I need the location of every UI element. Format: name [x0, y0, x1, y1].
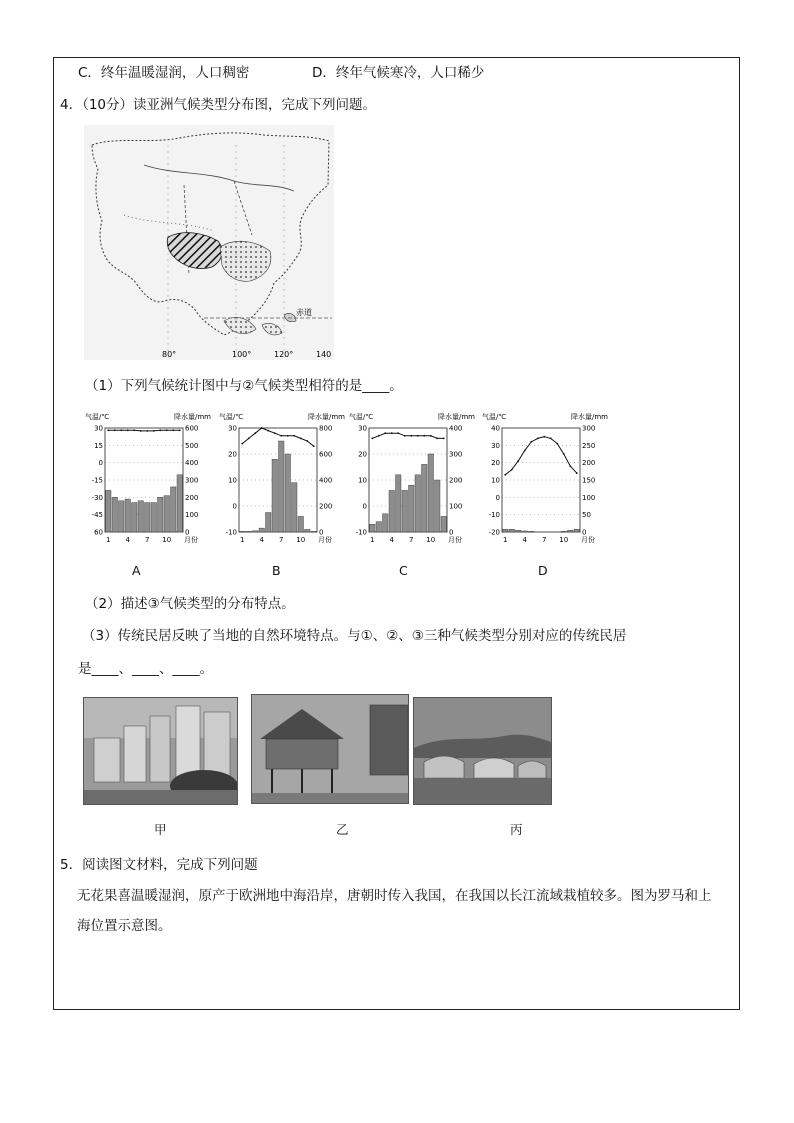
chart-ylabel-left: 气温/℃ [482, 413, 507, 421]
temperature-point [524, 450, 526, 452]
asia-climate-map [84, 125, 334, 360]
chart-x-tick: 月份 [448, 536, 462, 544]
q4-sub3-line2: 是____、____、____。 [78, 661, 213, 677]
temperature-point [172, 429, 174, 431]
chart-temp-tick: -10 [355, 528, 367, 537]
q5-title: 5．阅读图文材料，完成下列问题 [60, 857, 258, 873]
climate-chart-a [83, 410, 213, 550]
precip-bar [311, 531, 317, 532]
chart-caption-c: C [399, 563, 408, 578]
temperature-point [300, 438, 302, 440]
q5-body-line1: 无花果喜温暖湿润，原产于欧洲地中海沿岸，唐朝时传入我国，在我国以长江流域栽植较多。图为罗马和上 [77, 888, 712, 904]
temperature-point [140, 430, 142, 432]
precip-bar [435, 480, 441, 532]
chart-plot-frame [239, 428, 317, 532]
chart-precip-tick: 500 [185, 441, 199, 450]
chart-precip-tick: 300 [582, 424, 596, 433]
temperature-point [254, 432, 256, 434]
temperature-point [371, 438, 373, 440]
climate-chart-b [217, 410, 347, 550]
chart-temp-tick: 60 [94, 528, 103, 537]
precip-bar [298, 516, 304, 532]
temperature-point [127, 429, 129, 431]
chart-precip-tick: 300 [449, 450, 463, 459]
photo-caption-bing: 丙 [510, 822, 523, 837]
chart-x-tick: 4 [522, 536, 527, 544]
precip-bar [112, 497, 118, 532]
precip-bar [158, 497, 164, 532]
precip-bar [529, 531, 535, 532]
chart-temp-tick: 10 [358, 476, 367, 485]
chart-x-tick: 10 [296, 536, 306, 544]
temperature-point [267, 430, 269, 432]
chart-temp-tick: 30 [358, 424, 367, 433]
chart-temp-tick: 0 [98, 459, 103, 468]
photo-caption-yi: 乙 [336, 822, 349, 837]
chart-precip-tick: 0 [185, 528, 190, 537]
chart-temp-tick: -10 [488, 511, 500, 520]
chart-temp-tick: 30 [491, 441, 500, 450]
chart-precip-tick: 600 [185, 424, 199, 433]
map-label-equator: 赤道 [296, 308, 312, 317]
chart-temp-tick: 10 [228, 476, 237, 485]
chart-temp-tick: -20 [488, 528, 500, 537]
precip-bar [272, 459, 278, 532]
temperature-point [537, 438, 539, 440]
temperature-point [511, 469, 513, 471]
chart-x-tick: 1 [370, 536, 375, 544]
temperature-point [120, 429, 122, 431]
chart-temp-tick: -15 [91, 476, 103, 485]
chart-precip-tick: 250 [582, 441, 596, 450]
precip-bar [266, 513, 272, 533]
temperature-point [107, 429, 109, 431]
temperature-point [430, 435, 432, 437]
temperature-point [153, 430, 155, 432]
chart-x-tick: 1 [106, 536, 111, 544]
precip-bar [145, 503, 151, 532]
chart-plot-frame [502, 428, 580, 532]
precip-bar [422, 464, 428, 532]
chart-x-tick: 月份 [318, 536, 332, 544]
chart-ylabel-right: 降水量/mm [174, 413, 211, 421]
chart-precip-tick: 0 [449, 528, 454, 537]
temperature-point [397, 432, 399, 434]
chart-x-tick: 4 [259, 536, 264, 544]
temperature-point [569, 465, 571, 467]
precip-bar [106, 490, 112, 532]
chart-caption-a: A [132, 563, 141, 578]
chart-temp-tick: 30 [228, 424, 237, 433]
temperature-point [159, 429, 161, 431]
chart-caption-b: B [272, 563, 281, 578]
temperature-point [530, 441, 532, 443]
precip-bar [292, 483, 298, 532]
q5-body-line2: 海位置示意图。 [77, 918, 172, 934]
precip-bar [279, 441, 285, 532]
precip-bar [383, 514, 389, 532]
temperature-point [556, 443, 558, 445]
q4-sub2: （2）描述③气候类型的分布特点。 [85, 596, 295, 612]
chart-temp-tick: 20 [491, 459, 500, 468]
precip-bar [171, 487, 177, 532]
temperature-point [166, 429, 168, 431]
precip-bar [119, 501, 125, 532]
chart-ylabel-left: 气温/℃ [349, 413, 374, 421]
chart-x-tick: 1 [503, 536, 508, 544]
temperature-point [287, 435, 289, 437]
temperature-point [114, 429, 116, 431]
chart-precip-tick: 50 [582, 511, 591, 520]
temperature-point [261, 427, 263, 429]
temperature-point [313, 445, 315, 447]
temperature-point [306, 440, 308, 442]
precip-bar [132, 503, 138, 532]
chart-temp-tick: 0 [362, 502, 367, 511]
chart-x-tick: 10 [559, 536, 569, 544]
temperature-point [146, 430, 148, 432]
temperature-line [108, 430, 180, 431]
chart-precip-tick: 400 [185, 459, 199, 468]
temperature-point [417, 435, 419, 437]
temperature-point [378, 435, 380, 437]
precip-bar [389, 490, 395, 532]
temperature-point [274, 432, 276, 434]
temperature-point [248, 438, 250, 440]
chart-precip-tick: 200 [582, 459, 596, 468]
climate-chart-c [347, 410, 477, 550]
chart-x-tick: 1 [240, 536, 245, 544]
temperature-point [504, 474, 506, 476]
chart-precip-tick: 0 [319, 528, 324, 537]
photo-jia [83, 697, 238, 805]
precip-bar [561, 531, 567, 532]
option-c: C．终年温暖湿润，人口稠密 [78, 65, 250, 81]
precip-bar [441, 516, 447, 532]
precip-bar [428, 454, 434, 532]
chart-temp-tick: 30 [94, 424, 103, 433]
photo-yi [251, 694, 409, 804]
photo-bing [413, 697, 552, 805]
chart-temp-tick: 20 [358, 450, 367, 459]
precip-bar [409, 485, 415, 532]
chart-x-tick: 7 [542, 536, 547, 544]
temperature-point [410, 435, 412, 437]
precip-bar [259, 528, 265, 532]
q4-sub3-line1: （3）传统民居反映了当地的自然环境特点。与①、②、③三种气候类型分别对应的传统民居 [82, 628, 627, 644]
chart-precip-tick: 600 [319, 450, 333, 459]
precip-bar [503, 529, 509, 532]
chart-x-tick: 7 [145, 536, 150, 544]
chart-precip-tick: 200 [319, 502, 333, 511]
chart-precip-tick: 150 [582, 476, 596, 485]
temperature-point [576, 472, 578, 474]
chart-x-tick: 7 [279, 536, 284, 544]
chart-precip-tick: 800 [319, 424, 333, 433]
chart-x-tick: 10 [162, 536, 172, 544]
map-label-140: 140 [316, 350, 332, 359]
precip-bar [509, 529, 515, 532]
precip-bar [285, 454, 291, 532]
chart-x-tick: 4 [125, 536, 130, 544]
precip-bar [151, 503, 157, 532]
chart-temp-tick: 10 [491, 476, 500, 485]
temperature-point [443, 438, 445, 440]
precip-bar [522, 531, 528, 532]
precip-bar [370, 524, 376, 532]
chart-ylabel-right: 降水量/mm [571, 413, 608, 421]
map-label-80: 80° [162, 350, 177, 359]
temperature-point [384, 432, 386, 434]
chart-temp-tick: 0 [495, 493, 500, 502]
chart-temp-tick: 40 [491, 424, 500, 433]
chart-x-tick: 月份 [184, 536, 198, 544]
chart-precip-tick: 400 [319, 476, 333, 485]
precip-bar [415, 475, 421, 532]
temperature-point [391, 432, 393, 434]
chart-precip-tick: 200 [449, 476, 463, 485]
temperature-point [517, 460, 519, 462]
q4-title: 4．（10分）读亚洲气候类型分布图，完成下列问题。 [60, 97, 377, 113]
temperature-point [404, 435, 406, 437]
chart-x-tick: 4 [389, 536, 394, 544]
chart-precip-tick: 300 [185, 476, 199, 485]
temperature-point [543, 436, 545, 438]
precip-bar [164, 496, 170, 532]
precip-bar [516, 530, 522, 532]
chart-temp-tick: 20 [228, 450, 237, 459]
precip-bar [125, 499, 131, 532]
q4-sub1: （1）下列气候统计图中与②气候类型相符的是____。 [85, 378, 403, 394]
chart-x-tick: 月份 [581, 536, 595, 544]
precip-bar [402, 490, 408, 532]
chart-temp-tick: -10 [225, 528, 237, 537]
precip-bar [568, 530, 574, 532]
chart-temp-tick: -45 [91, 511, 103, 520]
chart-x-tick: 10 [426, 536, 436, 544]
climate-chart-d [480, 410, 610, 550]
precip-bar [253, 531, 259, 532]
temperature-point [436, 438, 438, 440]
precip-bar [138, 501, 144, 532]
temperature-point [423, 435, 425, 437]
temperature-point [280, 435, 282, 437]
chart-precip-tick: 100 [449, 502, 463, 511]
precip-bar [574, 529, 580, 532]
chart-precip-tick: 200 [185, 493, 199, 502]
photo-caption-jia: 甲 [154, 822, 167, 837]
option-d: D．终年气候寒冷，人口稀少 [312, 65, 485, 81]
temperature-point [563, 453, 565, 455]
chart-precip-tick: 100 [582, 493, 596, 502]
chart-temp-tick: -30 [91, 493, 103, 502]
precip-bar [246, 531, 252, 532]
temperature-point [133, 429, 135, 431]
temperature-point [550, 438, 552, 440]
chart-ylabel-left: 气温/℃ [85, 413, 110, 421]
chart-ylabel-right: 降水量/mm [438, 413, 475, 421]
map-label-120: 120° [274, 350, 294, 359]
precip-bar [396, 475, 402, 532]
temperature-point [293, 435, 295, 437]
chart-precip-tick: 400 [449, 424, 463, 433]
chart-ylabel-right: 降水量/mm [308, 413, 345, 421]
precip-bar [177, 475, 183, 532]
precip-bar [376, 522, 382, 532]
temperature-point [179, 429, 181, 431]
precip-bar [240, 531, 246, 532]
chart-caption-d: D [538, 563, 548, 578]
chart-precip-tick: 0 [582, 528, 587, 537]
chart-x-tick: 7 [409, 536, 414, 544]
map-label-100: 100° [232, 350, 252, 359]
chart-temp-tick: 15 [94, 441, 103, 450]
temperature-point [241, 443, 243, 445]
chart-ylabel-left: 气温/℃ [219, 413, 244, 421]
chart-precip-tick: 100 [185, 511, 199, 520]
chart-temp-tick: 0 [232, 502, 237, 511]
precip-bar [305, 529, 311, 532]
